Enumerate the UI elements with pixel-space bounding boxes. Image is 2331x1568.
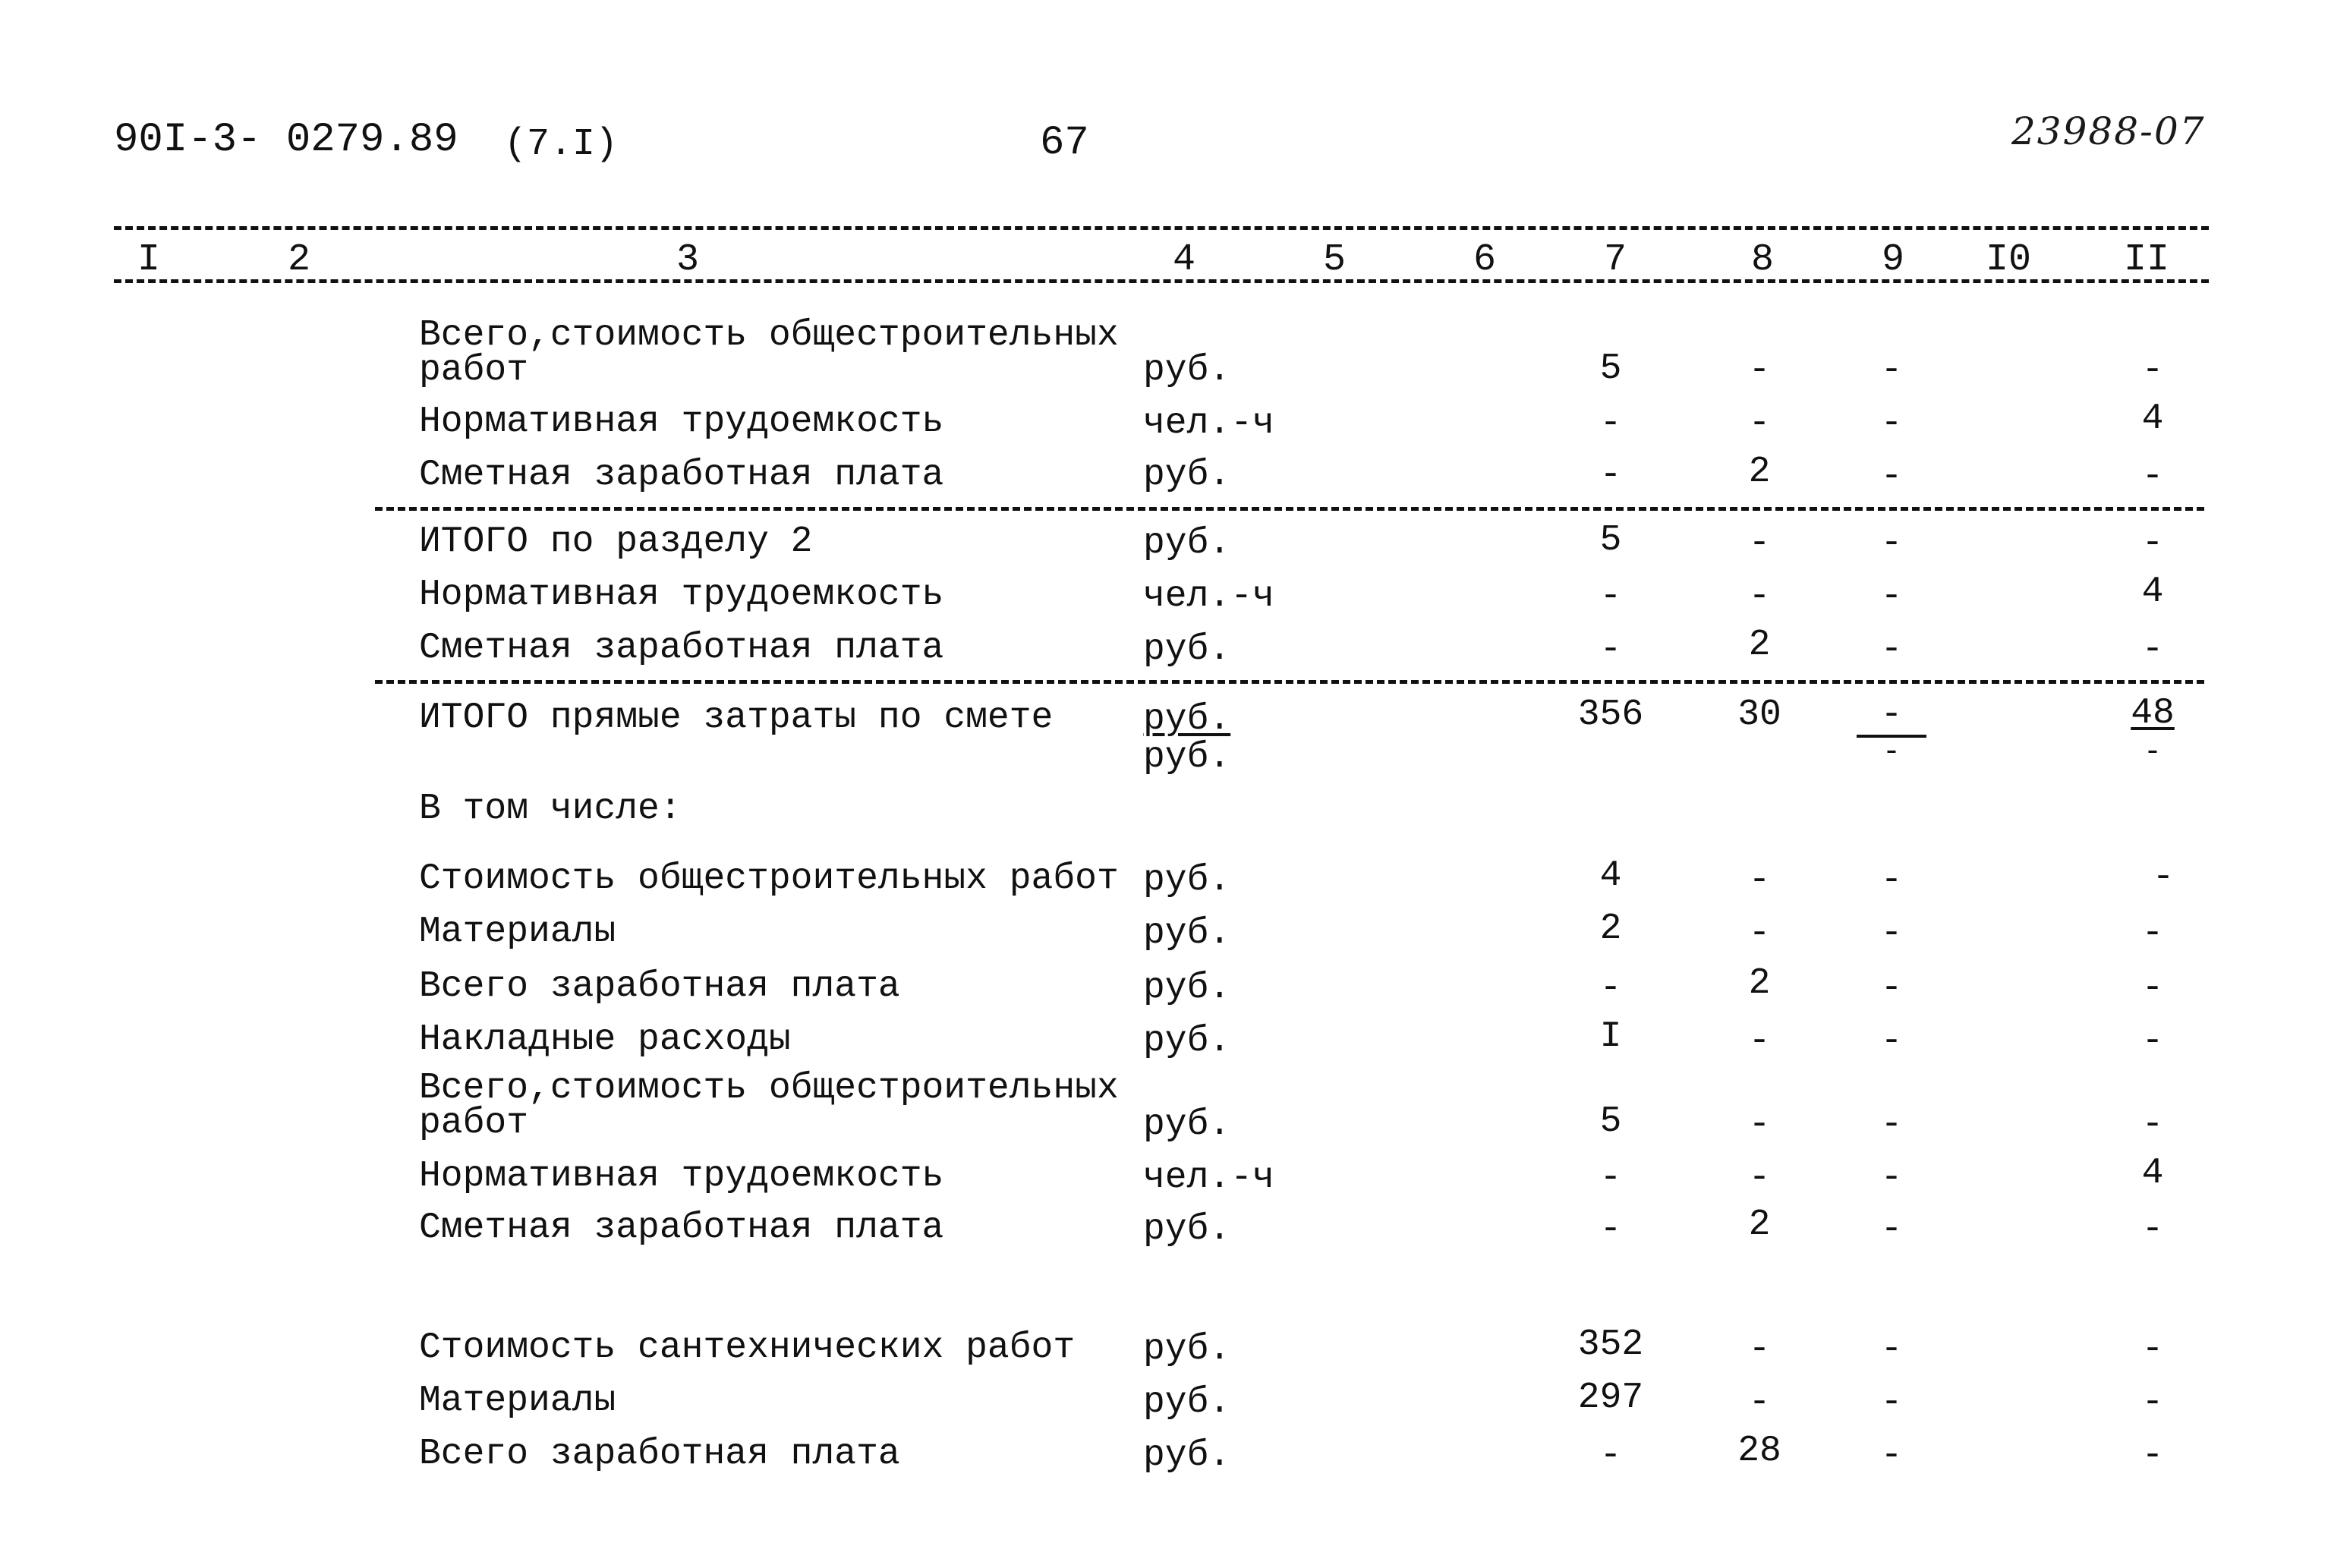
section-rule bbox=[375, 680, 2204, 684]
cell-value: 297 bbox=[1577, 1378, 1644, 1418]
header-bottom-rule bbox=[114, 279, 2209, 283]
cell-value: - bbox=[1880, 1021, 1903, 1062]
row-unit: чел.-ч bbox=[1143, 1157, 1274, 1198]
column-number: I0 bbox=[1985, 238, 2032, 282]
cell-value: - bbox=[1748, 523, 1771, 564]
cell-value: - bbox=[2141, 1329, 2164, 1370]
cell-value: 4 bbox=[2141, 1153, 2164, 1194]
total-value-top: - bbox=[1880, 694, 1903, 735]
cell-value: - bbox=[1748, 1157, 1771, 1198]
row-label: Стоимость общестроительных работ bbox=[419, 858, 1119, 899]
cell-value: 2 bbox=[1748, 452, 1771, 493]
cell-value: - bbox=[1599, 968, 1622, 1009]
cell-value: 352 bbox=[1577, 1324, 1644, 1365]
row-label: Всего заработная плата bbox=[419, 966, 900, 1007]
column-number: 9 bbox=[1881, 238, 1905, 282]
cell-value: - bbox=[1599, 1209, 1622, 1250]
cell-value: - bbox=[1880, 456, 1903, 497]
cell-value: 2 bbox=[1599, 908, 1622, 949]
row-unit: руб. bbox=[1143, 1021, 1231, 1062]
cell-value: - bbox=[2141, 629, 2164, 670]
cell-value: - bbox=[1880, 629, 1903, 670]
total-value-top: 48 bbox=[2131, 693, 2175, 734]
row-label: Сметная заработная плата bbox=[419, 628, 944, 669]
section-rule bbox=[375, 507, 2204, 511]
row-unit: руб. bbox=[1143, 1435, 1231, 1476]
row-label: Сметная заработная плата bbox=[419, 455, 944, 496]
row-label: Нормативная трудоемкость bbox=[419, 401, 944, 442]
cell-value: 2 bbox=[1748, 625, 1771, 666]
column-number: 8 bbox=[1750, 238, 1775, 282]
total-unit-bottom: руб. bbox=[1143, 737, 1231, 778]
cell-value: - bbox=[1748, 1329, 1771, 1370]
row-label: Сметная заработная плата bbox=[419, 1207, 944, 1248]
column-number: I bbox=[137, 238, 161, 282]
cell-value: - bbox=[2141, 350, 2164, 391]
cell-value: 2 bbox=[1748, 1204, 1771, 1245]
cell-value: 5 bbox=[1599, 1101, 1622, 1142]
cell-value: - bbox=[1599, 1435, 1622, 1476]
cell-value: 5 bbox=[1599, 348, 1622, 389]
cell-value: - bbox=[1880, 968, 1903, 1009]
row-label: работ bbox=[419, 1103, 529, 1144]
cell-value: - bbox=[1880, 913, 1903, 954]
total-value-bottom: - bbox=[2143, 735, 2162, 770]
cell-value: - bbox=[1880, 1209, 1903, 1250]
row-unit: руб. bbox=[1143, 860, 1231, 901]
cell-value: 4 bbox=[2141, 398, 2164, 439]
row-label: Всего,стоимость общестроительных bbox=[419, 1068, 1119, 1109]
cell-value: - bbox=[1748, 350, 1771, 391]
cell-value: - bbox=[1599, 403, 1622, 444]
row-label: Всего,стоимость общестроительных bbox=[419, 315, 1119, 356]
total-label: ИТОГО прямые затраты по смете bbox=[419, 697, 1054, 738]
row-unit: руб. bbox=[1143, 523, 1231, 564]
cell-value: - bbox=[1880, 1329, 1903, 1370]
cell-value: - bbox=[2152, 857, 2175, 898]
row-unit: руб. bbox=[1143, 350, 1231, 391]
cell-value: - bbox=[1599, 455, 1622, 496]
cell-value: 28 bbox=[1737, 1431, 1781, 1472]
row-unit: руб. bbox=[1143, 1209, 1231, 1250]
archive-number: 23988-07 bbox=[2011, 109, 2206, 153]
cell-value: - bbox=[2141, 1021, 2164, 1062]
total-value-bottom: - bbox=[1882, 735, 1901, 770]
cell-value: - bbox=[1748, 403, 1771, 444]
cell-value: - bbox=[1748, 860, 1771, 901]
column-number: 3 bbox=[676, 238, 700, 282]
cell-value: 5 bbox=[1599, 520, 1622, 561]
total-value: 30 bbox=[1737, 694, 1781, 735]
cell-value: - bbox=[2141, 456, 2164, 497]
row-unit: руб. bbox=[1143, 455, 1231, 496]
cell-value: - bbox=[2141, 1435, 2164, 1476]
cell-value: 4 bbox=[2141, 571, 2164, 612]
cell-value: - bbox=[1880, 576, 1903, 617]
cell-value: - bbox=[2141, 968, 2164, 1009]
row-unit: руб. bbox=[1143, 913, 1231, 954]
row-label: Всего заработная плата bbox=[419, 1434, 900, 1475]
cell-value: - bbox=[1880, 1435, 1903, 1476]
row-label: Стоимость сантехнических работ bbox=[419, 1327, 1076, 1368]
cell-value: - bbox=[1748, 1382, 1771, 1423]
cell-value: - bbox=[1748, 913, 1771, 954]
column-number: 5 bbox=[1322, 238, 1347, 282]
cell-value: - bbox=[2141, 523, 2164, 564]
column-number: 6 bbox=[1473, 238, 1497, 282]
row-unit: руб. bbox=[1143, 629, 1231, 670]
column-number: 7 bbox=[1603, 238, 1627, 282]
document-code: 90I-3- 0279.89 bbox=[114, 117, 458, 163]
cell-value: - bbox=[1599, 629, 1622, 670]
cell-value: - bbox=[1880, 350, 1903, 391]
including-heading: В том числе: bbox=[419, 789, 682, 830]
cell-value: - bbox=[1880, 403, 1903, 444]
row-label: Нормативная трудоемкость bbox=[419, 1156, 944, 1197]
cell-value: - bbox=[1599, 1157, 1622, 1198]
cell-value: 4 bbox=[1599, 855, 1622, 896]
cell-value: - bbox=[1748, 576, 1771, 617]
row-unit: руб. bbox=[1143, 968, 1231, 1009]
column-number: 4 bbox=[1172, 238, 1196, 282]
row-unit: чел.-ч bbox=[1143, 403, 1274, 444]
cell-value: - bbox=[2141, 1104, 2164, 1145]
cell-value: - bbox=[2141, 1209, 2164, 1250]
column-number: 2 bbox=[287, 238, 311, 282]
total-value: 356 bbox=[1577, 694, 1644, 735]
header-top-rule bbox=[114, 226, 2209, 230]
cell-value: I bbox=[1599, 1016, 1622, 1057]
row-label: Накладные расходы bbox=[419, 1019, 791, 1060]
row-unit: руб. bbox=[1143, 1382, 1231, 1423]
cell-value: - bbox=[1748, 1104, 1771, 1145]
cell-value: - bbox=[1880, 1382, 1903, 1423]
cell-value: - bbox=[1880, 860, 1903, 901]
row-label: Нормативная трудоемкость bbox=[419, 575, 944, 616]
row-unit: чел.-ч bbox=[1143, 576, 1274, 617]
column-number: II bbox=[2123, 238, 2170, 282]
section-number: (7.I) bbox=[504, 123, 619, 166]
row-unit: руб. bbox=[1143, 1104, 1231, 1145]
cell-value: - bbox=[1880, 523, 1903, 564]
row-label: ИТОГО по разделу 2 bbox=[419, 521, 813, 562]
cell-value: - bbox=[1880, 1104, 1903, 1145]
row-label: работ bbox=[419, 350, 529, 391]
cell-value: - bbox=[2141, 913, 2164, 954]
page-number: 67 bbox=[1040, 120, 1089, 166]
cell-value: - bbox=[1599, 576, 1622, 617]
row-label: Материалы bbox=[419, 1381, 616, 1422]
cell-value: 2 bbox=[1748, 963, 1771, 1004]
row-unit: руб. bbox=[1143, 1329, 1231, 1370]
cell-value: - bbox=[1880, 1157, 1903, 1198]
cell-value: - bbox=[1748, 1021, 1771, 1062]
cell-value: - bbox=[2141, 1382, 2164, 1423]
total-unit-top: руб. bbox=[1143, 699, 1231, 740]
row-label: Материалы bbox=[419, 912, 616, 952]
